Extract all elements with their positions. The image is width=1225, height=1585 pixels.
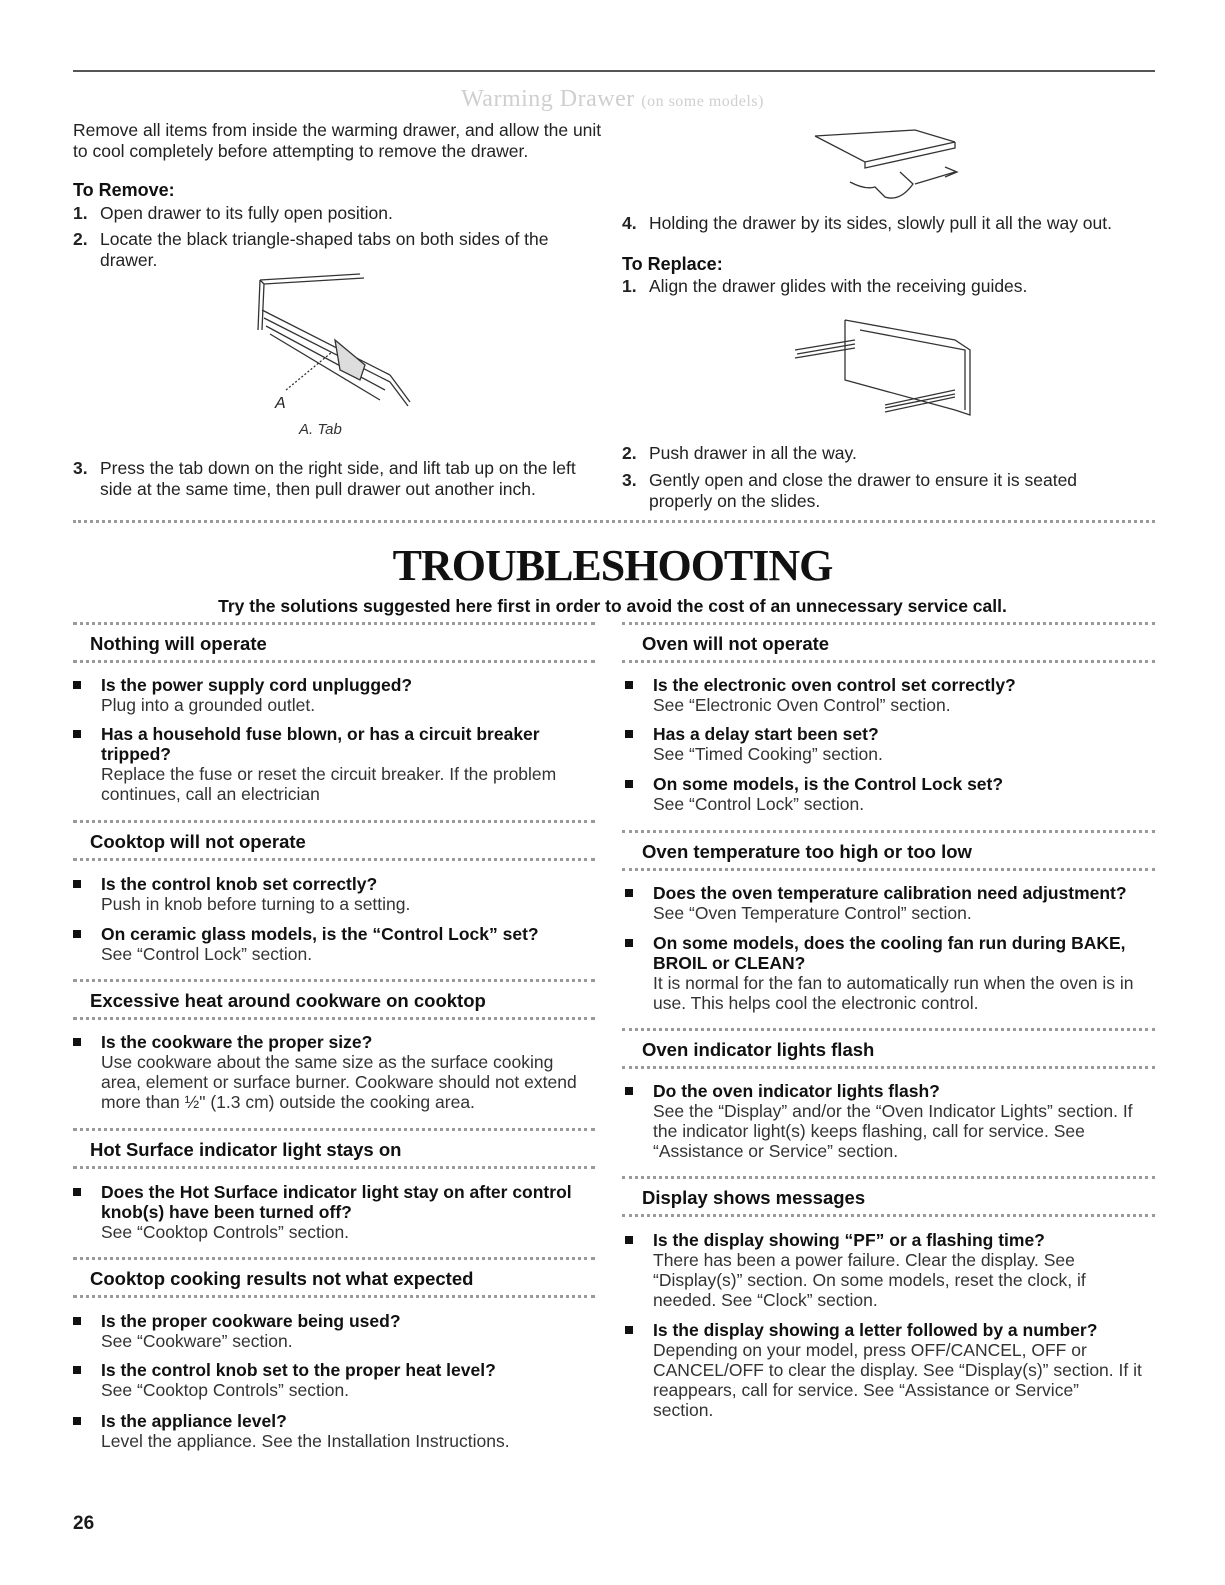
- question-item: [73, 675, 595, 715]
- question-text: Is the control knob set correctly?: [101, 874, 378, 894]
- dotted-rule: [622, 1028, 1155, 1031]
- dotted-rule: [73, 858, 595, 861]
- remove-step-4: [622, 213, 1162, 234]
- step-text: Gently open and close the drawer to ensure it is seated properly on the slides.: [649, 470, 1078, 511]
- question-item: [625, 774, 1155, 814]
- question-item: [73, 924, 595, 964]
- replace-step-3: [622, 470, 1162, 512]
- heading-cooktop-will-not-operate: Cooktop will not operate: [90, 831, 306, 852]
- replace-heading: To Replace:: [622, 254, 723, 274]
- question-item: [73, 1182, 595, 1242]
- dotted-rule: [73, 820, 595, 823]
- remove-step-3: [73, 458, 593, 500]
- dotted-rule: [73, 660, 595, 663]
- bullet: [73, 1417, 81, 1425]
- answer-text: Level the appliance. See the Installation Instructions.: [101, 1431, 510, 1451]
- question-text: Is the cookware the proper size?: [101, 1032, 373, 1052]
- question-text: On some models, does the cooling fan run during BAKE, BROIL or CLEAN?: [653, 933, 1126, 973]
- figure-label-a: A: [275, 395, 286, 412]
- question-item: [625, 724, 1155, 764]
- question-text: Is the display showing “PF” or a flashing time?: [653, 1230, 1045, 1250]
- step-number: 1.: [73, 203, 88, 223]
- bullet: [73, 1188, 81, 1196]
- step-number: 3.: [622, 470, 637, 490]
- bullet: [73, 681, 81, 689]
- question-text: Does the Hot Surface indicator light stay on after control knob(s) have been turned off?: [101, 1182, 572, 1222]
- question-text: Is the proper cookware being used?: [101, 1311, 401, 1331]
- question-text: Is the electronic oven control set correctly?: [653, 675, 1016, 695]
- warming-title-text: Warming Drawer: [461, 86, 635, 112]
- question-text: On some models, is the Control Lock set?: [653, 774, 1004, 794]
- question-item: [73, 1360, 595, 1400]
- question-item: [625, 675, 1155, 715]
- question-text: Has a delay start been set?: [653, 724, 879, 744]
- dotted-rule: [622, 868, 1155, 871]
- question-text: Is the power supply cord unplugged?: [101, 675, 413, 695]
- heading-display-messages: Display shows messages: [642, 1187, 866, 1208]
- bullet: [625, 889, 633, 897]
- answer-text: See “Cooktop Controls” section.: [101, 1380, 350, 1400]
- top-rule: [73, 70, 1155, 72]
- step-number: 2.: [622, 443, 637, 463]
- dotted-rule: [73, 1295, 595, 1298]
- question-item: [625, 933, 1155, 1013]
- remove-heading: To Remove:: [73, 180, 175, 200]
- warming-intro: Remove all items from inside the warming drawer, and allow the unit to cool completely before attempting to remove the drawer.: [73, 120, 602, 161]
- question-text: Has a household fuse blown, or has a circuit breaker tripped?: [101, 724, 540, 764]
- answer-text: Push in knob before turning to a setting.: [101, 894, 411, 914]
- answer-text: Use cookware about the same size as the surface cooking area, element or surface burner. Cookware should not extend more than ½" (1.3 cm) outside the cooking area.: [101, 1052, 577, 1112]
- bullet: [625, 1326, 633, 1334]
- remove-step-1: [73, 203, 593, 224]
- page-number: 26: [73, 1513, 95, 1534]
- troubleshooting-subtitle: Try the solutions suggested here first in order to avoid the cost of an unnecessary service call.: [218, 596, 1007, 616]
- step-number: 4.: [622, 213, 637, 233]
- heading-indicator-lights: Oven indicator lights flash: [642, 1039, 875, 1060]
- heading-oven-temperature: Oven temperature too high or too low: [642, 841, 972, 862]
- remove-step-2: [73, 229, 593, 271]
- question-item: [625, 1081, 1155, 1161]
- answer-text: See “Oven Temperature Control” section.: [653, 903, 972, 923]
- dotted-rule: [622, 622, 1155, 625]
- heading-cooking-results: Cooktop cooking results not what expected: [90, 1268, 474, 1289]
- step-text: Press the tab down on the right side, and lift tab up on the left side at the same time, then pull drawer out another inch.: [100, 458, 576, 499]
- question-text: Is the control knob set to the proper heat level?: [101, 1360, 496, 1380]
- question-item: [625, 1320, 1155, 1420]
- answer-text: See “Control Lock” section.: [653, 794, 865, 814]
- answer-text: It is normal for the fan to automatically run when the oven is in use. This helps cool the electronic control.: [653, 973, 1134, 1013]
- step-text: Open drawer to its fully open position.: [100, 203, 393, 223]
- dotted-rule: [73, 979, 595, 982]
- heading-excessive-heat: Excessive heat around cookware on cooktop: [90, 990, 486, 1011]
- step-text: Holding the drawer by its sides, slowly pull it all the way out.: [649, 213, 1112, 233]
- answer-text: See “Control Lock” section.: [101, 944, 313, 964]
- question-text: On ceramic glass models, is the “Control Lock” set?: [101, 924, 539, 944]
- dotted-rule: [73, 1166, 595, 1169]
- question-text: Does the oven temperature calibration need adjustment?: [653, 883, 1127, 903]
- answer-text: There has been a power failure. Clear the display. See “Display(s)” section. On some models, reset the clock, if needed. See “Clock” section.: [653, 1250, 1086, 1310]
- troubleshooting-title: TROUBLESHOOTING: [392, 541, 833, 590]
- warming-drawer-title: [0, 86, 1225, 113]
- heading-hot-surface: Hot Surface indicator light stays on: [90, 1139, 402, 1160]
- question-item: [73, 1411, 595, 1451]
- dotted-rule: [622, 830, 1155, 833]
- dotted-rule: [622, 1214, 1155, 1217]
- bullet: [625, 1236, 633, 1244]
- answer-text: Plug into a grounded outlet.: [101, 695, 316, 715]
- question-item: [625, 1230, 1155, 1310]
- answer-text: See “Timed Cooking” section.: [653, 744, 883, 764]
- bullet: [73, 880, 81, 888]
- dotted-rule: [622, 1176, 1155, 1179]
- replace-step-2: [622, 443, 1162, 464]
- question-item: [73, 874, 595, 914]
- replace-step-1: [622, 276, 1162, 297]
- bullet: [73, 1038, 81, 1046]
- bullet: [625, 1087, 633, 1095]
- drawer-pull-illustration: [805, 122, 980, 207]
- bullet: [625, 939, 633, 947]
- answer-text: See “Electronic Oven Control” section.: [653, 695, 951, 715]
- step-number: 3.: [73, 458, 88, 478]
- figure-caption: A. Tab: [299, 421, 342, 438]
- answer-text: Replace the fuse or reset the circuit breaker. If the problem continues, call an electrician: [101, 764, 557, 804]
- bullet: [625, 730, 633, 738]
- answer-text: Depending on your model, press OFF/CANCEL, OFF or CANCEL/OFF to clear the display. See “Display(s)” section. If it reappears, call for service. See “Assistance or Service” section.: [653, 1340, 1142, 1420]
- dotted-rule: [622, 660, 1155, 663]
- answer-text: See the “Display” and/or the “Oven Indicator Lights” section. If the indicator light(s) keeps flashing, call for service. See “Assistance or Service” section.: [653, 1101, 1133, 1161]
- question-item: [73, 724, 595, 804]
- question-item: [73, 1311, 595, 1351]
- step-number: 1.: [622, 276, 637, 296]
- bullet: [73, 1366, 81, 1374]
- heading-nothing-will-operate: Nothing will operate: [90, 633, 267, 654]
- bullet: [73, 730, 81, 738]
- dotted-rule: [73, 1128, 595, 1131]
- dotted-rule: [622, 1066, 1155, 1069]
- step-text: Align the drawer glides with the receiving guides.: [649, 276, 1028, 296]
- dotted-rule: [73, 1017, 595, 1020]
- bullet: [625, 681, 633, 689]
- question-item: [625, 883, 1155, 923]
- bullet: [625, 780, 633, 788]
- dotted-rule: [73, 622, 595, 625]
- question-text: Is the display showing a letter followed by a number?: [653, 1320, 1098, 1340]
- drawer-glide-illustration: [785, 310, 985, 425]
- step-text: Push drawer in all the way.: [649, 443, 857, 463]
- answer-text: See “Cooktop Controls” section.: [101, 1222, 350, 1242]
- question-text: Do the oven indicator lights flash?: [653, 1081, 940, 1101]
- section-divider: [73, 520, 1155, 523]
- bullet: [73, 1317, 81, 1325]
- dotted-rule: [73, 1257, 595, 1260]
- question-item: [73, 1032, 595, 1112]
- step-text: Locate the black triangle-shaped tabs on both sides of the drawer.: [100, 229, 549, 270]
- step-number: 2.: [73, 229, 88, 249]
- bullet: [73, 930, 81, 938]
- drawer-tab-illustration: [240, 270, 430, 415]
- heading-oven-will-not-operate: Oven will not operate: [642, 633, 830, 654]
- question-text: Is the appliance level?: [101, 1411, 287, 1431]
- warming-title-sub: (on some models): [641, 93, 764, 110]
- answer-text: See “Cookware” section.: [101, 1331, 293, 1351]
